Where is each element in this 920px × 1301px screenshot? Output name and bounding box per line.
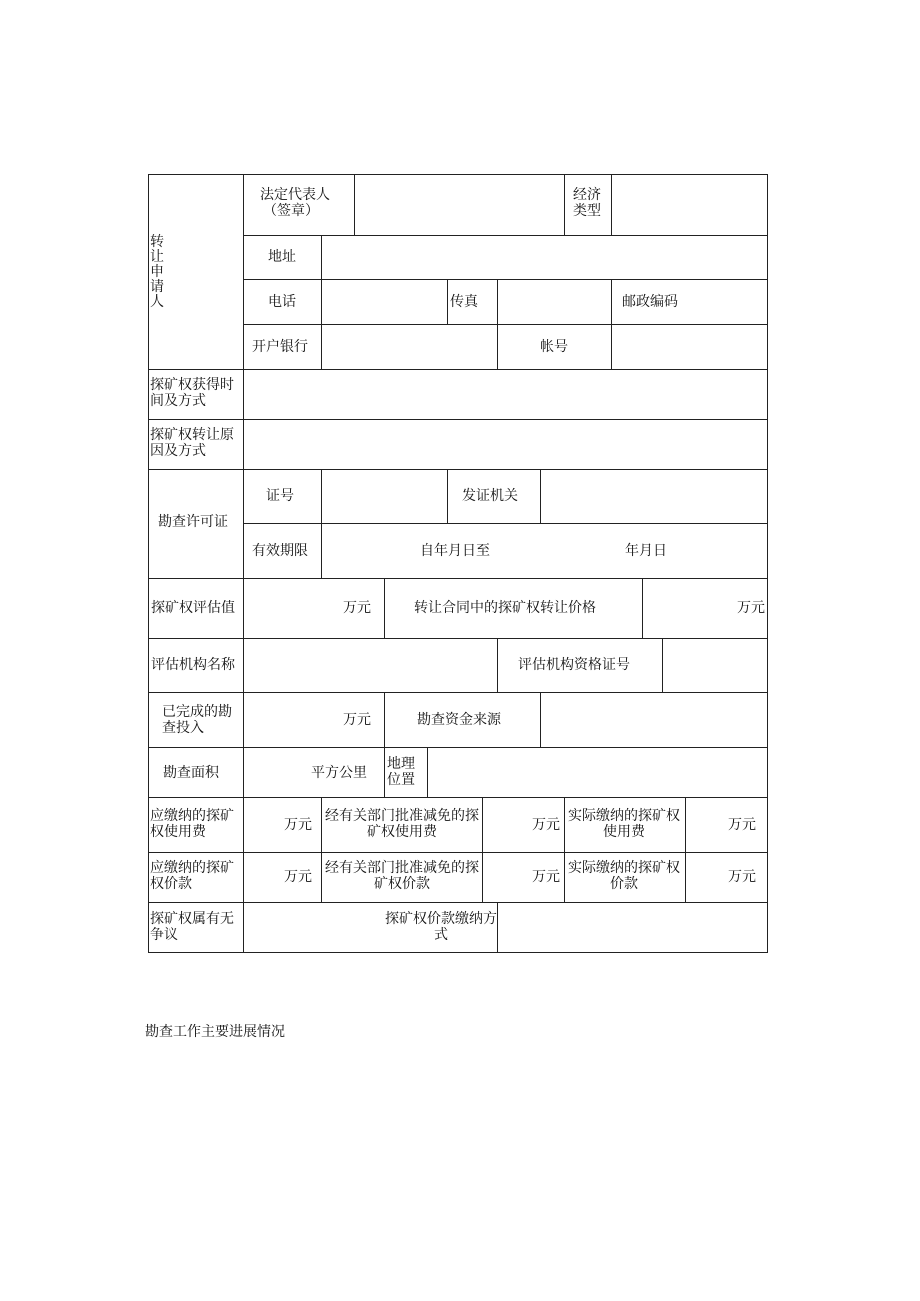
fee-actual-unit: 万元 xyxy=(728,817,756,833)
pay-method-label: 探矿权价款缴纳方式 xyxy=(385,911,497,943)
transfer-reason-label: 探矿权转让原因及方式 xyxy=(150,427,234,459)
acquire-time-label: 探矿权获得时间及方式 xyxy=(150,377,234,409)
invest-unit: 万元 xyxy=(343,712,371,728)
valuation-unit: 万元 xyxy=(343,600,371,616)
legal-rep-label: 法定代表人 xyxy=(260,187,330,203)
legal-rep-sign-label: （签章） xyxy=(263,203,319,219)
address-label: 地址 xyxy=(268,249,296,265)
legal-rep-field[interactable] xyxy=(354,174,565,236)
valuation-label: 探矿权评估值 xyxy=(151,600,235,616)
issuer-label: 发证机关 xyxy=(462,488,518,504)
economy-type-field[interactable] xyxy=(611,174,768,236)
transfer-reason-field[interactable] xyxy=(243,419,768,470)
price-exempt-unit: 万元 xyxy=(532,869,560,885)
applicant-group-label: 转让申请人 xyxy=(150,234,164,310)
price-actual-label: 实际缴纳的探矿权价款 xyxy=(568,860,680,892)
contract-price-unit: 万元 xyxy=(737,600,765,616)
fund-source-label: 勘查资金来源 xyxy=(417,712,501,728)
contract-price-label: 转让合同中的探矿权转让价格 xyxy=(414,600,596,616)
invest-label: 已完成的勘查投入 xyxy=(162,704,232,736)
eval-org-field[interactable] xyxy=(243,638,498,693)
price-exempt-label: 经有关部门批准减免的探矿权价款 xyxy=(325,860,479,892)
cert-no-label: 证号 xyxy=(266,488,294,504)
validity-from-text: 自年月日至 xyxy=(420,543,490,559)
fee-due-label: 应缴纳的探矿权使用费 xyxy=(150,808,234,840)
fax-field[interactable] xyxy=(497,279,612,325)
fee-actual-label: 实际缴纳的探矿权使用费 xyxy=(568,808,680,840)
acquire-time-field[interactable] xyxy=(243,369,768,420)
account-label: 帐号 xyxy=(540,339,568,355)
area-label: 勘查面积 xyxy=(163,765,219,781)
geo-field[interactable] xyxy=(427,747,768,798)
cert-no-field[interactable] xyxy=(321,469,448,524)
dispute-label: 探矿权属有无争议 xyxy=(150,911,234,943)
fax-label: 传真 xyxy=(450,294,478,310)
validity-to-text: 年月日 xyxy=(625,543,667,559)
section-title: 勘查工作主要进展情况 xyxy=(145,1024,285,1040)
price-due-unit: 万元 xyxy=(284,869,312,885)
license-label: 勘查许可证 xyxy=(158,514,228,530)
geo-label: 地理位置 xyxy=(387,756,415,788)
bank-field[interactable] xyxy=(321,324,498,370)
price-actual-unit: 万元 xyxy=(728,869,756,885)
eval-cert-field[interactable] xyxy=(662,638,768,693)
validity-label: 有效期限 xyxy=(252,543,308,559)
phone-label: 电话 xyxy=(268,294,296,310)
fee-exempt-unit: 万元 xyxy=(532,817,560,833)
fee-exempt-label: 经有关部门批准减免的探矿权使用费 xyxy=(325,808,479,840)
address-field[interactable] xyxy=(321,235,768,280)
issuer-field[interactable] xyxy=(540,469,768,524)
economy-type-label: 经济类型 xyxy=(573,187,601,219)
phone-field[interactable] xyxy=(321,279,448,325)
bank-label: 开户银行 xyxy=(252,339,308,355)
price-due-label: 应缴纳的探矿权价款 xyxy=(150,860,234,892)
pay-method-field[interactable] xyxy=(497,902,768,953)
validity-field[interactable] xyxy=(321,523,768,579)
account-field[interactable] xyxy=(611,324,768,370)
fund-source-field[interactable] xyxy=(540,692,768,748)
fee-due-unit: 万元 xyxy=(284,817,312,833)
eval-cert-label: 评估机构资格证号 xyxy=(518,657,630,673)
eval-org-label: 评估机构名称 xyxy=(151,657,235,673)
postcode-label: 邮政编码 xyxy=(622,294,678,310)
area-unit: 平方公里 xyxy=(311,765,367,781)
